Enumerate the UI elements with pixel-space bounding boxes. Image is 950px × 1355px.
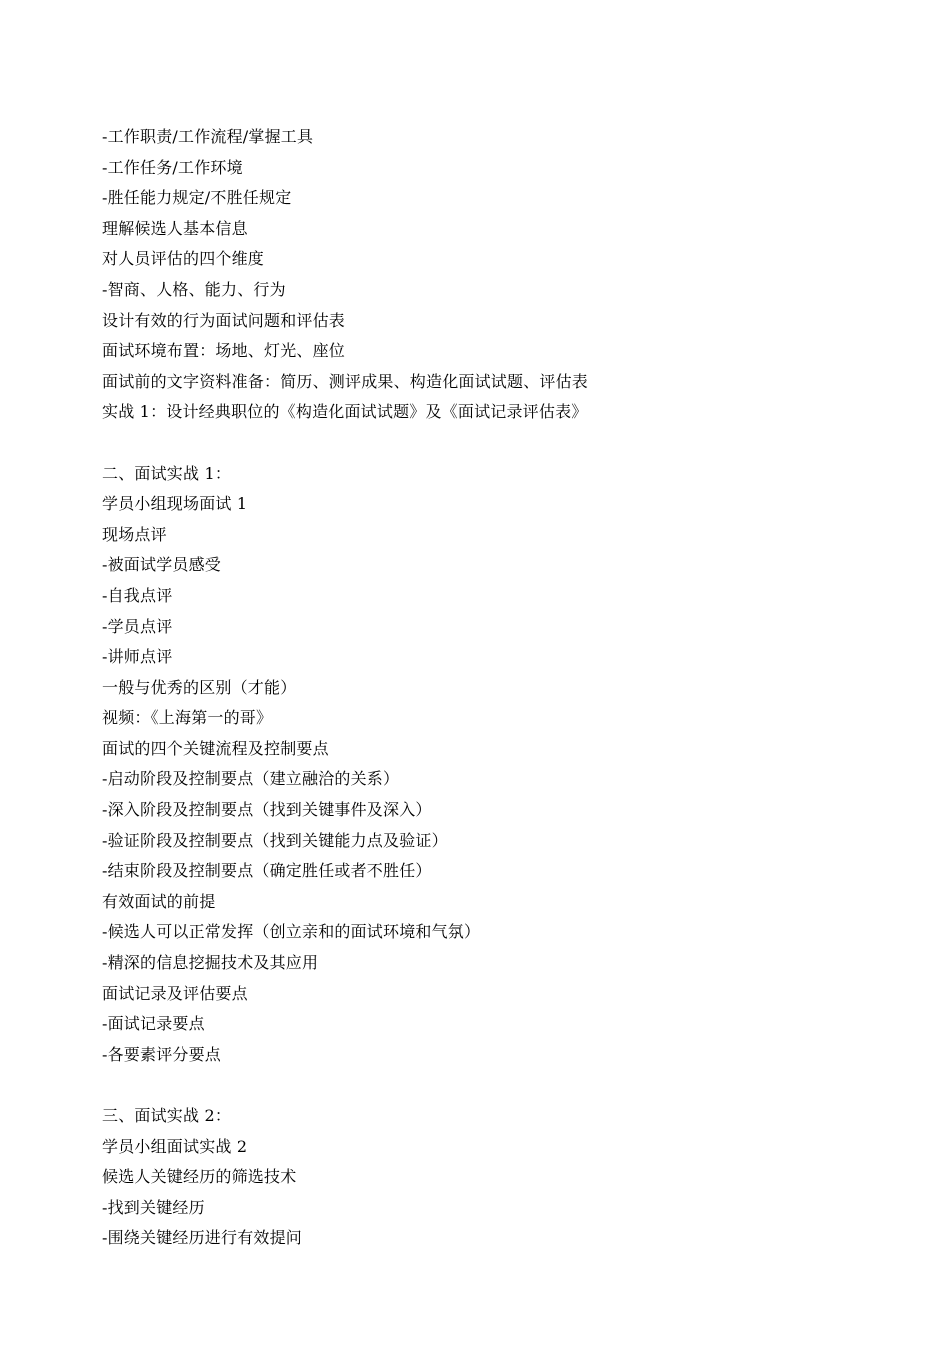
text-line: -胜任能力规定/不胜任规定 <box>102 188 292 208</box>
blank-line <box>102 428 902 459</box>
text-line: 理解候选人基本信息 <box>102 218 248 238</box>
text-line: -各要素评分要点 <box>102 1044 222 1064</box>
text-line: -学员点评 <box>102 616 173 636</box>
text-line: 视频：《上海第一的哥》 <box>102 708 273 728</box>
text-line: -工作任务/工作环境 <box>102 157 243 177</box>
text-line: 面试的四个关键流程及控制要点 <box>102 738 329 758</box>
text-line: -自我点评 <box>102 585 173 605</box>
text-line: -工作职责/工作流程/掌握工具 <box>102 127 314 146</box>
text-line: -面试记录要点 <box>102 1014 205 1034</box>
text-line: 候选人关键经历的筛选技术 <box>102 1167 297 1187</box>
text-line: 一般与优秀的区别（才能） <box>102 677 297 697</box>
text-line: 设计有效的行为面试问题和评估表 <box>102 310 346 330</box>
section-heading: 二、面试实战 1： <box>102 463 232 483</box>
text-line: -验证阶段及控制要点（找到关键能力点及验证） <box>102 830 448 850</box>
text-line: 面试环境布置：场地、灯光、座位 <box>102 341 346 361</box>
text-line: 现场点评 <box>102 524 167 544</box>
text-line: 面试记录及评估要点 <box>102 983 248 1003</box>
text-line: -讲师点评 <box>102 647 173 667</box>
text-line: 面试前的文字资料准备：简历、测评成果、构造化面试试题、评估表 <box>102 371 589 391</box>
text-line: -启动阶段及控制要点（建立融洽的关系） <box>102 769 400 789</box>
text-line: -围绕关键经历进行有效提问 <box>102 1228 303 1248</box>
text-line: -深入阶段及控制要点（找到关键事件及深入） <box>102 800 432 820</box>
text-line: 有效面试的前提 <box>102 891 216 911</box>
text-line: -精深的信息挖掘技术及其应用 <box>102 953 319 973</box>
text-line: 学员小组现场面试 1 <box>102 494 248 514</box>
text-line: -找到关键经历 <box>102 1197 205 1217</box>
text-line: 对人员评估的四个维度 <box>102 249 265 269</box>
text-line: -被面试学员感受 <box>102 555 222 575</box>
text-line: 实战 1：设计经典职位的《构造化面试试题》及《面试记录评估表》 <box>102 402 588 422</box>
document-body <box>102 122 902 1254</box>
text-line: -结束阶段及控制要点（确定胜任或者不胜任） <box>102 861 432 881</box>
section-heading: 三、面试实战 2： <box>102 1106 232 1125</box>
blank-line <box>102 1070 902 1101</box>
text-line: -候选人可以正常发挥（创立亲和的面试环境和气氛） <box>102 922 481 942</box>
text-line: -智商、人格、能力、行为 <box>102 279 286 299</box>
text-line: 学员小组面试实战 2 <box>102 1136 248 1156</box>
